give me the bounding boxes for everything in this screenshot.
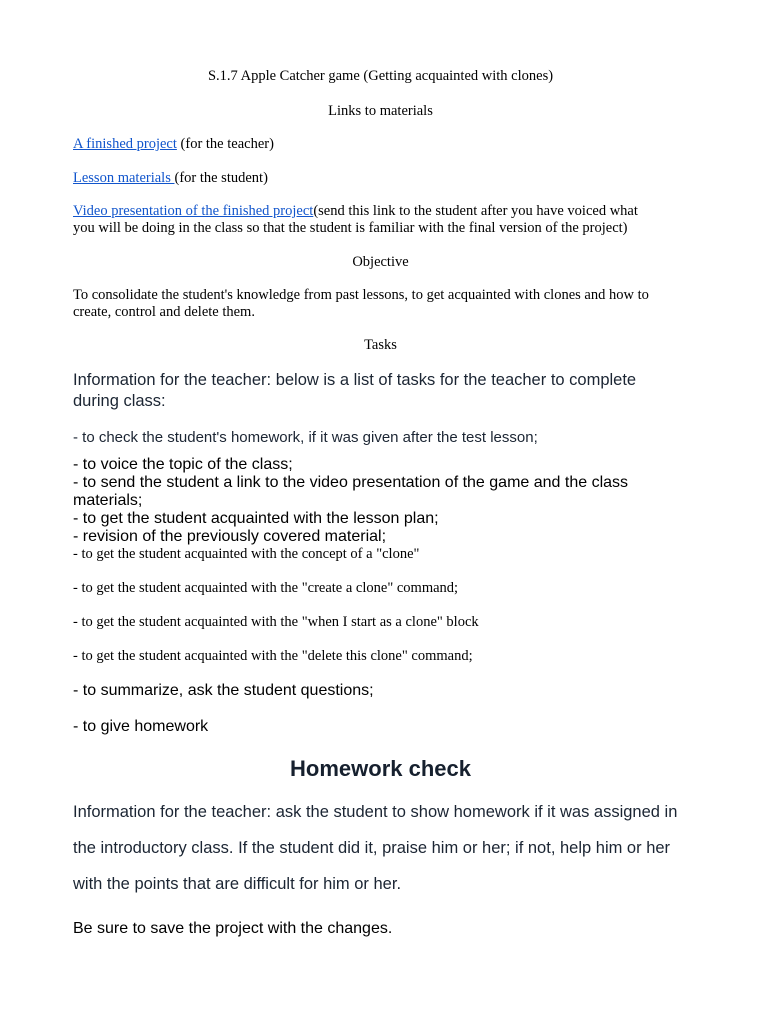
task-check-homework: - to check the student's homework, if it was given after the test lesson; <box>73 429 538 446</box>
video-presentation-suffix: (send this link to the student after you have voiced what <box>313 203 638 219</box>
save-project-note: Be sure to save the project with the changes. <box>73 920 393 937</box>
link-line-video-presentation <box>73 203 688 220</box>
tasks-intro-line-2: during class: <box>73 392 166 410</box>
task-send-link-continuation: materials; <box>73 492 143 509</box>
finished-project-link[interactable]: A finished project <box>73 136 177 152</box>
objective-heading: Objective <box>352 254 409 270</box>
link-line-lesson-materials <box>73 170 688 187</box>
lesson-materials-suffix: (for the student) <box>174 170 268 186</box>
task-lesson-plan: - to get the student acquainted with the lesson plan; <box>73 510 439 527</box>
homework-check-heading: Homework check <box>290 756 471 781</box>
task-when-start-as-clone: - to get the student acquainted with the "when I start as a clone" block <box>73 614 479 630</box>
task-delete-clone: - to get the student acquainted with the "delete this clone" command; <box>73 648 473 664</box>
homework-info-line-1: Information for the teacher: ask the student to show homework if it was assigned in <box>73 803 678 821</box>
tasks-heading: Tasks <box>364 337 397 353</box>
lesson-materials-link[interactable]: Lesson materials <box>73 170 175 186</box>
video-presentation-link[interactable]: Video presentation of the finished project <box>73 203 314 219</box>
finished-project-suffix: (for the teacher) <box>176 136 274 152</box>
task-give-homework: - to give homework <box>73 718 209 735</box>
task-voice-topic: - to voice the topic of the class; <box>73 456 293 473</box>
objective-text-line-1: To consolidate the student's knowledge from past lessons, to get acquainted with clones and how to <box>73 287 649 303</box>
homework-info-line-3: with the points that are difficult for him or her. <box>73 875 402 893</box>
link-line-finished-project <box>73 136 688 153</box>
task-revision: - revision of the previously covered material; <box>73 528 387 545</box>
task-summarize: - to summarize, ask the student questions; <box>73 682 374 699</box>
task-clone-concept: - to get the student acquainted with the concept of a "clone" <box>73 546 420 562</box>
tasks-intro-line-1: Information for the teacher: below is a list of tasks for the teacher to complete <box>73 371 637 389</box>
video-presentation-continuation: you will be doing in the class so that the student is familiar with the final version of the project) <box>73 220 628 236</box>
task-create-clone: - to get the student acquainted with the "create a clone" command; <box>73 580 459 596</box>
homework-info-line-2: the introductory class. If the student did it, praise him or her; if not, help him or her <box>73 839 671 857</box>
links-heading: Links to materials <box>328 103 433 119</box>
document-title: S.1.7 Apple Catcher game (Getting acquainted with clones) <box>207 68 554 84</box>
objective-text-line-2: create, control and delete them. <box>73 304 255 320</box>
task-send-link: - to send the student a link to the video presentation of the game and the class <box>73 474 629 491</box>
